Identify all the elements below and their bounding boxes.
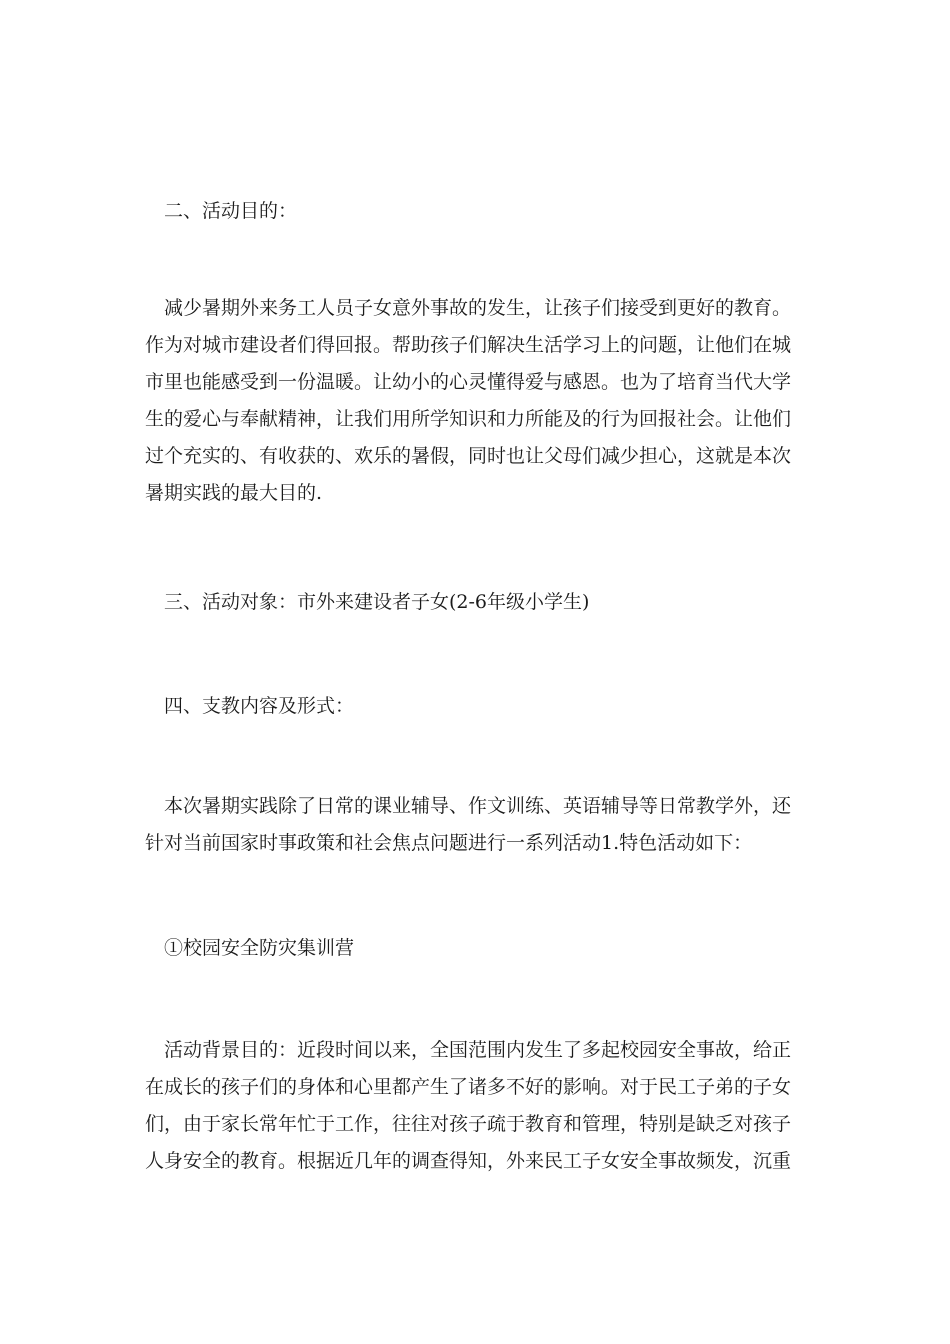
section4-heading: 四、支教内容及形式： — [164, 695, 355, 717]
item1-heading: ①校园安全防灾集训营 — [164, 937, 355, 959]
item1-paragraph — [145, 1032, 805, 1180]
paragraph-line: 人身安全的教育。根据近几年的调查得知，外来民工子女安全事故频发，沉重 — [145, 1150, 792, 1172]
paragraph-line: 本次暑期实践除了日常的课业辅导、作文训练、英语辅导等日常教学外，还 — [164, 795, 792, 817]
paragraph-line: 暑期实践的最大目的. — [145, 482, 323, 504]
section4-paragraph — [145, 788, 805, 862]
paragraph-line: 活动背景目的：近段时间以来，全国范围内发生了多起校园安全事故，给正 — [164, 1039, 792, 1061]
paragraph-line: 们，由于家长常年忙于工作，往往对孩子疏于教育和管理，特别是缺乏对孩子 — [145, 1113, 792, 1135]
paragraph-line: 过个充实的、有收获的、欢乐的暑假，同时也让父母们减少担心，这就是本次 — [145, 445, 792, 467]
paragraph-line: 作为对城市建设者们得回报。帮助孩子们解决生活学习上的问题，让他们在城 — [145, 334, 792, 356]
paragraph-line: 减少暑期外来务工人员子女意外事故的发生，让孩子们接受到更好的教育。 — [164, 297, 792, 319]
section3-heading: 三、活动对象：市外来建设者子女(2-6年级小学生) — [164, 591, 590, 613]
paragraph-line: 生的爱心与奉献精神，让我们用所学知识和力所能及的行为回报社会。让他们 — [145, 408, 792, 430]
section2-heading: 二、活动目的： — [164, 200, 298, 222]
section2-paragraph — [145, 290, 805, 512]
paragraph-line: 针对当前国家时事政策和社会焦点问题进行一系列活动1.特色活动如下： — [145, 832, 753, 854]
paragraph-line: 在成长的孩子们的身体和心里都产生了诸多不好的影响。对于民工子弟的子女 — [145, 1076, 792, 1098]
paragraph-line: 市里也能感受到一份温暖。让幼小的心灵懂得爱与感恩。也为了培育当代大学 — [145, 371, 792, 393]
